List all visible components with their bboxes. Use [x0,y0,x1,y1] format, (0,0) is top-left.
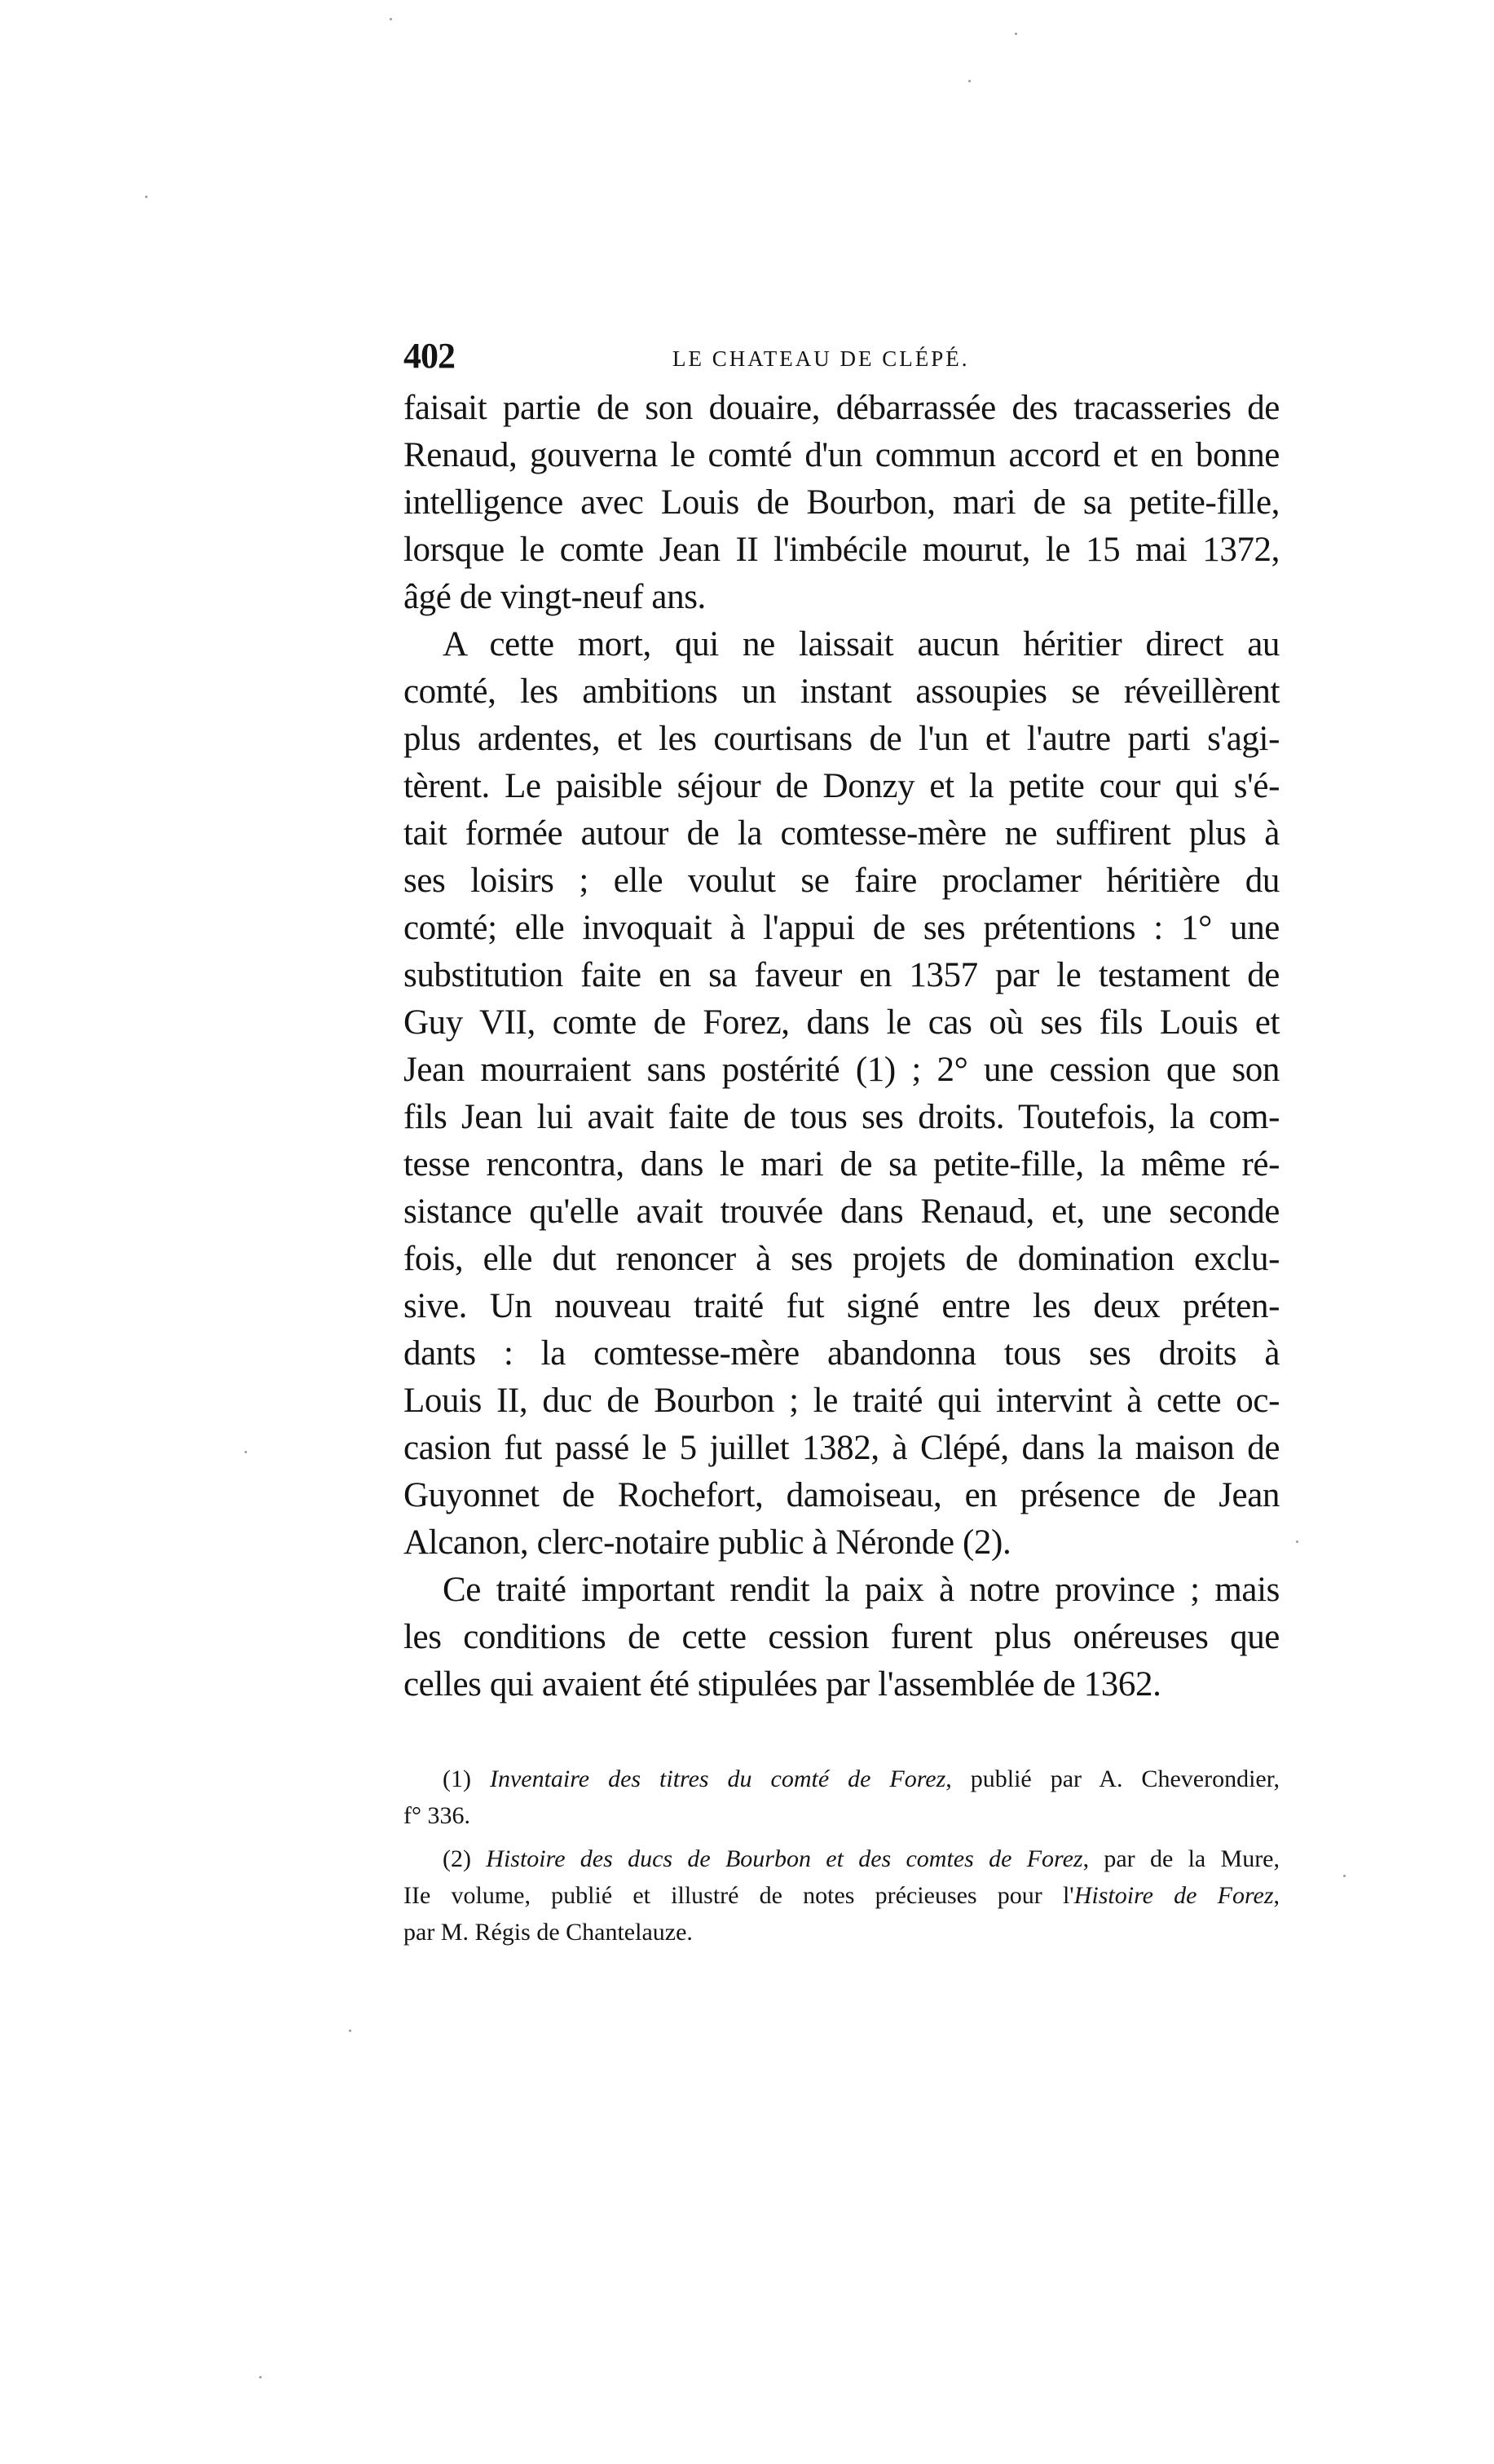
text-line: faisait partie de son douaire, débarrassée des tracasseries de [403,389,1280,427]
footnote-text: f° 336. [403,1802,470,1829]
text-line: comté; elle invoquait à l'appui de ses prétentions : 1° une [403,909,1280,947]
text-line: Alcanon, clerc-notaire public à Néronde (2). [403,1523,1011,1562]
scan-speck [1296,1541,1298,1543]
text-line: Guyonnet de Rochefort, damoiseau, en présence de Jean [403,1476,1280,1514]
text-line: fois, elle dut renoncer à ses projets de domination exclu- [403,1240,1280,1278]
text-line: âgé de vingt-neuf ans. [403,578,706,616]
scan-speck [259,2376,262,2378]
scan-speck [245,1451,247,1453]
scan-speck [349,2030,351,2032]
text-line: Louis II, duc de Bourbon ; le traité qui intervint à cette oc- [403,1382,1280,1420]
scan-speck [1015,33,1017,35]
footnote-title: Histoire des ducs de Bourbon et des comtes de Forez [486,1845,1083,1872]
text-line: substitution faite en sa faveur en 1357 par le testament de [403,956,1280,994]
text-line: les conditions de cette cession furent plus onéreuses que [403,1618,1280,1656]
text-line: lorsque le comte Jean II l'imbécile mourut, le 15 mai 1372, [403,531,1280,569]
footnote-line [403,1914,1280,1950]
text-line: sive. Un nouveau traité fut signé entre les deux préten- [403,1287,1280,1325]
scan-speck [145,196,148,198]
paragraph [403,621,1280,1567]
footnote [403,1761,1280,1834]
footnote-line [403,1877,1280,1914]
text-line: comté, les ambitions un instant assoupies se réveillèrent [403,672,1280,711]
footnote-text: par M. Régis de Chantelauze. [403,1919,693,1946]
text-line: dants : la comtesse-mère abandonna tous ses droits à [403,1334,1280,1373]
footnote-line [403,1761,1280,1797]
text-line: Guy VII, comte de Forez, dans le cas où ses fils Louis et [403,1003,1280,1042]
text-line: ses loisirs ; elle voulut se faire proclamer héritière du [403,862,1280,900]
page-number: 402 [403,336,455,376]
paragraph [403,385,1280,621]
text-line: intelligence avec Louis de Bourbon, mari de sa petite-fille, [403,483,1280,522]
text-line: Renaud, gouverna le comté d'un commun accord et en bonne [403,436,1280,474]
text-line: tesse rencontra, dans le mari de sa petite-fille, la même ré- [403,1145,1280,1184]
text-line: tait formée autour de la comtesse-mère ne suffirent plus à [403,814,1280,853]
text-line: Jean mourraient sans postérité (1) ; 2° une cession que son [403,1051,1280,1089]
footnote-line [403,1797,1280,1834]
footnote-line [403,1840,1280,1877]
footnote-title: Histoire de Forez [1073,1882,1274,1909]
footnotes [403,1761,1280,1950]
paragraph [403,1567,1280,1708]
scan-speck [390,18,392,20]
running-header [403,336,1280,377]
text-line: tèrent. Le paisible séjour de Donzy et la petite cour qui s'é- [403,767,1280,805]
footnote-text: (2) [443,1845,487,1872]
text-line: fils Jean lui avait faite de tous ses droits. Toutefois, la com- [403,1098,1280,1136]
footnote-text: IIe volume, publié et illustré de notes précieuses pour l' [403,1882,1074,1909]
footnote-text: , [1273,1882,1280,1909]
footnote-title: Inventaire des titres du comté de Forez [489,1765,946,1792]
text-line: A cette mort, qui ne laissait aucun héritier direct au [443,625,1280,663]
footnote-text: (1) [443,1765,490,1792]
scan-speck [968,80,971,82]
footnote-text: , par de la Mure, [1082,1845,1280,1872]
scan-speck [1343,1875,1346,1877]
text-line: Ce traité important rendit la paix à notre province ; mais [443,1571,1280,1609]
text-line: plus ardentes, et les courtisans de l'un et l'autre parti s'agi- [403,720,1280,758]
footnote-text: , publié par A. Cheverondier, [945,1765,1280,1792]
text-line: celles qui avaient été stipulées par l'assemblée de 1362. [403,1665,1161,1704]
text-line: sistance qu'elle avait trouvée dans Renaud, et, une seconde [403,1192,1280,1231]
footnote [403,1840,1280,1950]
body-text [403,385,1280,1708]
running-title: LE CHATEAU DE CLÉPÉ. [672,346,970,371]
text-line: casion fut passé le 5 juillet 1382, à Clépé, dans la maison de [403,1429,1280,1467]
